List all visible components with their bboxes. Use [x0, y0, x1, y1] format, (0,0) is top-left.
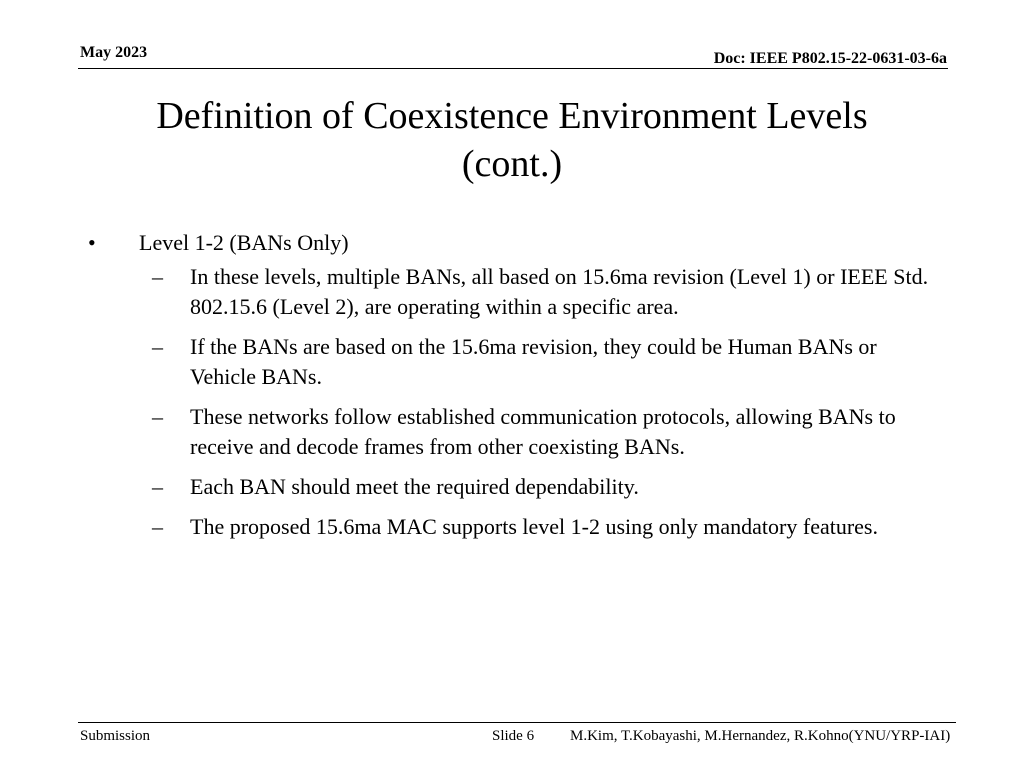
sub-bullet-text: If the BANs are based on the 15.6ma revision, they could be Human BANs or Vehicle BANs.: [190, 334, 877, 389]
slide-title-line-2: (cont.): [461, 143, 563, 185]
bullet-text: Level 1-2 (BANs Only): [139, 230, 349, 255]
sub-bullet-text: These networks follow established communication protocols, allowing BANs to receive and decode frames from other coexisting BANs.: [190, 404, 896, 459]
sub-bullet-text: Each BAN should meet the required dependability.: [190, 474, 639, 499]
sub-bullet-item: [88, 262, 938, 322]
sub-bullet-text: In these levels, multiple BANs, all based on 15.6ma revision (Level 1) or IEEE Std. 802.15.6 (Level 2), are operating within a specific area.: [190, 264, 929, 319]
sub-bullet-item: [88, 332, 938, 392]
header-document-id: Doc: IEEE P802.15-22-0631-03-6a: [713, 50, 947, 67]
footer-slide-number: Slide 6: [492, 728, 535, 744]
sub-bullet-marker: –: [152, 264, 163, 289]
footer-authors: M.Kim, T.Kobayashi, M.Hernandez, R.Kohno(YNU/YRP-IAI): [570, 728, 951, 744]
header-date: May 2023: [80, 44, 148, 61]
sub-bullet-marker: –: [152, 334, 163, 359]
slide-body: [88, 228, 938, 552]
footer-submission: Submission: [80, 728, 151, 744]
sub-bullet-marker: –: [152, 514, 163, 539]
sub-bullet-item: [88, 472, 938, 502]
footer-divider: [78, 722, 956, 723]
slide-title-line-1: Definition of Coexistence Environment Levels: [156, 95, 868, 137]
sub-bullet-marker: –: [152, 474, 163, 499]
header-divider: [78, 68, 948, 69]
bullet-item: [88, 228, 938, 258]
sub-bullet-marker: –: [152, 404, 163, 429]
sub-bullet-item: [88, 402, 938, 462]
sub-bullet-text: The proposed 15.6ma MAC supports level 1-2 using only mandatory features.: [190, 514, 878, 539]
sub-bullet-item: [88, 512, 938, 542]
bullet-marker: •: [88, 230, 96, 255]
slide-title: [90, 92, 934, 188]
